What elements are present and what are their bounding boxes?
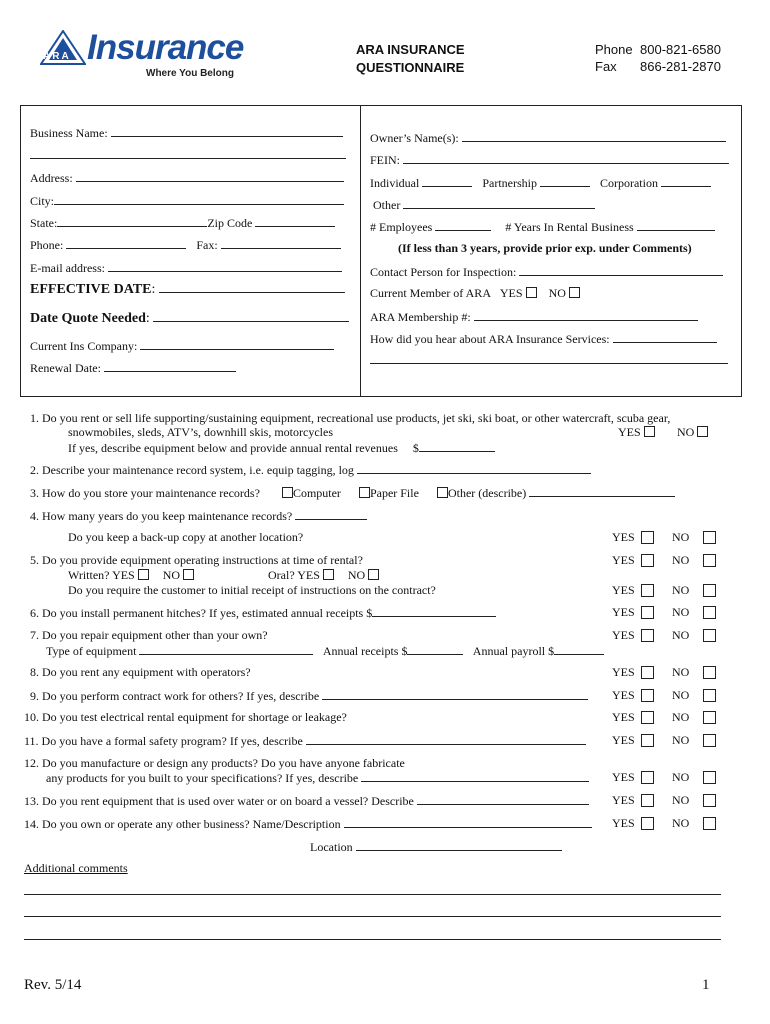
fax-label: Fax <box>595 59 617 74</box>
business-name-row <box>30 125 343 140</box>
date-quote-row <box>30 310 349 327</box>
membership-label: ARA Membership #: <box>370 310 471 324</box>
q6-row <box>30 605 496 620</box>
logo-word: Insurance <box>87 28 244 67</box>
employees-label: # Employees <box>370 220 433 234</box>
date-quote-field[interactable] <box>153 310 349 322</box>
q1-yes-checkbox[interactable] <box>644 426 655 437</box>
current-ins-field[interactable] <box>140 338 334 350</box>
q6-field[interactable] <box>372 605 496 617</box>
q4-row <box>30 508 367 523</box>
q12-yes-label: YES <box>612 770 635 784</box>
state-field[interactable] <box>57 215 207 227</box>
q11-label: 11. Do you have a formal safety program? If yes, describe <box>24 734 303 748</box>
q9-no-label: NO <box>672 688 690 702</box>
years-rental-field[interactable] <box>637 219 715 231</box>
individual-label: Individual <box>370 176 420 190</box>
ara-logo <box>40 28 244 84</box>
contact-row <box>370 264 723 279</box>
q8-no-label: NO <box>672 665 690 679</box>
q1-dollar: $ <box>412 441 419 455</box>
renewal-row <box>30 360 236 375</box>
phone-label-left: Phone: <box>30 238 64 252</box>
q1-no-checkbox[interactable] <box>697 426 708 437</box>
years-rental-label: # Years In Rental Business <box>505 220 634 234</box>
q7-payroll-field[interactable] <box>554 643 604 655</box>
q13-yes-checkbox[interactable] <box>641 794 654 807</box>
q5b-label: Do you require the customer to initial receipt of instructions on the contract? <box>68 583 436 597</box>
q2-row <box>30 462 591 477</box>
fein-field[interactable] <box>403 152 729 164</box>
q5-oral-label: Oral? <box>268 568 295 582</box>
q14-no-label: NO <box>672 816 690 830</box>
q1-no <box>677 425 708 439</box>
state-label: State: <box>30 216 58 230</box>
q5-oral-yes-checkbox[interactable] <box>323 569 334 580</box>
form-title-line1: ARA INSURANCE <box>356 42 465 57</box>
q9-row <box>30 688 588 703</box>
individual-field[interactable] <box>422 175 472 187</box>
hear-field[interactable] <box>613 331 717 343</box>
comment-line-2[interactable] <box>24 916 721 917</box>
q5b-yes-label: YES <box>612 583 635 597</box>
logo-tagline: Where You Belong <box>146 68 234 79</box>
form-title-line2: QUESTIONNAIRE <box>356 60 465 75</box>
q7-type-field[interactable] <box>139 643 313 655</box>
q11-field[interactable] <box>306 733 586 745</box>
owners-label: Owner’s Name(s): <box>370 131 459 145</box>
owners-field[interactable] <box>462 130 726 142</box>
member-yes-label: YES <box>499 286 523 300</box>
address-label: Address: <box>30 171 73 185</box>
q7-detail-row <box>46 643 604 658</box>
q5-written-yes-label: YES <box>112 568 135 582</box>
hear-label: How did you hear about ARA Insurance Services: <box>370 332 610 346</box>
q13-label: 13. Do you rent equipment that is used over water or on board a vessel? Describe <box>24 794 414 808</box>
q2-field[interactable] <box>357 462 591 474</box>
member-no-checkbox[interactable] <box>569 287 580 298</box>
q8-yes-checkbox[interactable] <box>641 666 654 679</box>
q12-row <box>46 770 589 785</box>
q7-receipts-field[interactable] <box>407 643 463 655</box>
q8-label: 8. Do you rent any equipment with operators? <box>30 665 251 679</box>
business-name-field-2[interactable] <box>30 158 346 159</box>
member-yes-checkbox[interactable] <box>526 287 537 298</box>
other-label: Other <box>373 198 401 212</box>
business-name-field[interactable] <box>111 125 343 137</box>
member-label: Current Member of ARA <box>370 286 491 300</box>
entity-type-row <box>370 175 711 190</box>
page-number: 1 <box>702 977 710 993</box>
date-quote-label: Date Quote Needed <box>30 311 146 326</box>
q4b-no-checkbox[interactable] <box>703 531 716 544</box>
effective-date-colon: : <box>151 282 156 297</box>
corporation-label: Corporation <box>599 176 658 190</box>
fax-value: 866-281-2870 <box>640 59 721 74</box>
q12-line1: 12. Do you manufacture or design any products? Do you have anyone fabricate <box>24 756 405 770</box>
q11-no-checkbox[interactable] <box>703 734 716 747</box>
phone-row <box>30 237 341 252</box>
q4-label: 4. How many years do you keep maintenance records? <box>30 509 293 523</box>
q4b-yes-label: YES <box>612 530 635 544</box>
q4b-no-label: NO <box>672 530 690 544</box>
city-label: City: <box>30 194 55 208</box>
email-field[interactable] <box>108 260 342 272</box>
q7-receipts-label: Annual receipts $ <box>322 644 408 658</box>
q12-no-label: NO <box>672 770 690 784</box>
q13-field[interactable] <box>417 793 589 805</box>
q5-written-no-checkbox[interactable] <box>183 569 194 580</box>
phone-label: Phone <box>595 42 633 57</box>
comment-line-3[interactable] <box>24 939 721 940</box>
current-ins-label: Current Ins Company: <box>30 339 138 353</box>
q11-yes-checkbox[interactable] <box>641 734 654 747</box>
q5b-no-label: NO <box>672 583 690 597</box>
q6-yes-checkbox[interactable] <box>641 606 654 619</box>
q5-written-no-label: NO <box>162 568 181 582</box>
q10-no-checkbox[interactable] <box>703 711 716 724</box>
q5-label: 5. Do you provide equipment operating instructions at time of rental? <box>30 553 363 567</box>
hear-row <box>370 331 717 346</box>
renewal-label: Renewal Date: <box>30 361 101 375</box>
q5-written-label: Written? <box>68 568 110 582</box>
q13-yes-label: YES <box>612 793 635 807</box>
zip-field[interactable] <box>255 215 335 227</box>
q12-no-checkbox[interactable] <box>703 771 716 784</box>
email-label: E-mail address: <box>30 261 105 275</box>
q14-yes-label: YES <box>612 816 635 830</box>
other-field[interactable] <box>403 197 595 209</box>
q7-payroll-label: Annual payroll $ <box>472 644 555 658</box>
employees-field[interactable] <box>435 219 491 231</box>
date-quote-colon: : <box>145 311 150 326</box>
q7-no-label: NO <box>672 628 690 642</box>
info-box-divider <box>360 105 361 396</box>
q3-row <box>30 485 675 500</box>
q13-no-checkbox[interactable] <box>703 794 716 807</box>
membership-field[interactable] <box>474 309 698 321</box>
q5-oral-no-label: NO <box>347 568 366 582</box>
q13-no-label: NO <box>672 793 690 807</box>
location-row <box>310 839 562 854</box>
q5-written-yes-checkbox[interactable] <box>138 569 149 580</box>
q5-oral-yes-label: YES <box>297 568 320 582</box>
q9-yes-checkbox[interactable] <box>641 689 654 702</box>
q10-yes-label: YES <box>612 710 635 724</box>
q10-no-label: NO <box>672 710 690 724</box>
fax-label-left: Fax: <box>196 238 218 252</box>
hear-field-2[interactable] <box>370 363 728 364</box>
q1-line1: 1. Do you rent or sell life supporting/sustaining equipment, recreational use products, jet ski, ski boat, or other watercraft, scuba gear, <box>30 411 671 425</box>
q4b-yes-checkbox[interactable] <box>641 531 654 544</box>
q3-other-label: Other (describe) <box>447 486 527 500</box>
q5b-no-checkbox[interactable] <box>703 584 716 597</box>
partnership-field[interactable] <box>540 175 590 187</box>
address-field[interactable] <box>76 170 344 182</box>
q6-no-label: NO <box>672 605 690 619</box>
additional-comments-label: Additional comments <box>24 861 128 875</box>
q8-no-checkbox[interactable] <box>703 666 716 679</box>
q12-field[interactable] <box>361 770 589 782</box>
q7-yes-checkbox[interactable] <box>641 629 654 642</box>
membership-row <box>370 309 698 324</box>
q3-computer-label: Computer <box>292 486 341 500</box>
effective-date-label: EFFECTIVE DATE <box>30 282 152 297</box>
q8-yes-label: YES <box>612 665 635 679</box>
city-row <box>30 193 344 208</box>
phone-field[interactable] <box>66 237 186 249</box>
comment-line-1[interactable] <box>24 894 721 895</box>
q10-label: 10. Do you test electrical rental equipment for shortage or leakage? <box>24 710 347 724</box>
q3-paper-label: Paper File <box>369 486 419 500</box>
q5-oral-no-checkbox[interactable] <box>368 569 379 580</box>
employees-row <box>370 219 715 234</box>
q10-yes-checkbox[interactable] <box>641 711 654 724</box>
q3-paper-checkbox[interactable] <box>359 487 370 498</box>
member-row <box>370 286 580 300</box>
zip-label: Zip Code <box>207 216 253 230</box>
corporation-field[interactable] <box>661 175 711 187</box>
q14-no-checkbox[interactable] <box>703 817 716 830</box>
q6-yes-label: YES <box>612 605 635 619</box>
address-row <box>30 170 344 185</box>
q14-label: 14. Do you own or operate any other business? Name/Description <box>24 817 341 831</box>
q9-label: 9. Do you perform contract work for others? If yes, describe <box>30 689 320 703</box>
q5-no-checkbox[interactable] <box>703 554 716 567</box>
q14-row <box>24 816 592 831</box>
q1-revenue-label: If yes, describe equipment below and provide annual rental revenues <box>68 441 398 455</box>
q2-label: 2. Describe your maintenance record system, i.e. equip tagging, log <box>30 463 354 477</box>
state-row <box>30 215 335 230</box>
effective-date-field[interactable] <box>159 281 345 293</box>
location-label: Location <box>310 840 353 854</box>
partnership-label: Partnership <box>482 176 537 190</box>
q3-other-checkbox[interactable] <box>437 487 448 498</box>
q5-oral-row <box>268 568 379 582</box>
phone-value: 800-821-6580 <box>640 42 721 57</box>
q5-yes-checkbox[interactable] <box>641 554 654 567</box>
q7-type-label: Type of equipment <box>46 644 137 658</box>
revision-label: Rev. 5/14 <box>24 977 82 993</box>
owners-row <box>370 130 726 145</box>
location-field[interactable] <box>356 839 562 851</box>
logo-mark-text: ARA <box>43 51 71 62</box>
q4b-label: Do you keep a back-up copy at another location? <box>68 530 304 544</box>
q9-yes-label: YES <box>612 688 635 702</box>
q3-computer-checkbox[interactable] <box>282 487 293 498</box>
other-row <box>373 197 595 212</box>
contact-label: Contact Person for Inspection: <box>370 265 517 279</box>
city-field[interactable] <box>54 193 344 205</box>
renewal-field[interactable] <box>104 360 236 372</box>
q1-revenue-field[interactable] <box>419 440 495 452</box>
prior-exp-note: (If less than 3 years, provide prior exp. under Comments) <box>398 241 692 255</box>
q14-field[interactable] <box>344 816 592 828</box>
q11-no-label: NO <box>672 733 690 747</box>
q7-no-checkbox[interactable] <box>703 629 716 642</box>
q5-written-row <box>68 568 194 582</box>
email-row <box>30 260 342 275</box>
q11-yes-label: YES <box>612 733 635 747</box>
q9-field[interactable] <box>322 688 588 700</box>
q6-label: 6. Do you install permanent hitches? If yes, estimated annual receipts $ <box>30 606 373 620</box>
q1-line3 <box>68 440 495 455</box>
q13-row <box>24 793 589 808</box>
member-no-label: NO <box>548 286 566 300</box>
q14-yes-checkbox[interactable] <box>641 817 654 830</box>
q11-row <box>24 733 586 748</box>
effective-date-row <box>30 281 345 298</box>
q1-yes <box>618 425 655 439</box>
q5-yes-label: YES <box>612 553 635 567</box>
q3-other-field[interactable] <box>529 485 675 497</box>
q12-label: any products for you built to your specifications? If yes, describe <box>46 771 359 785</box>
q4-field[interactable] <box>295 508 367 520</box>
contact-field[interactable] <box>519 264 723 276</box>
q9-no-checkbox[interactable] <box>703 689 716 702</box>
current-ins-row <box>30 338 334 353</box>
q12-yes-checkbox[interactable] <box>641 771 654 784</box>
fax-field[interactable] <box>221 237 341 249</box>
q1-yes-label: YES <box>618 425 641 439</box>
q7-yes-label: YES <box>612 628 635 642</box>
fein-label: FEIN: <box>370 153 400 167</box>
business-name-label: Business Name: <box>30 126 108 140</box>
q7-label: 7. Do you repair equipment other than your own? <box>30 628 268 642</box>
q5b-yes-checkbox[interactable] <box>641 584 654 597</box>
q1-line2: snowmobiles, sleds, ATV’s, downhill skis, motorcycles <box>68 425 333 439</box>
q1-no-label: NO <box>677 425 695 439</box>
q5-no-label: NO <box>672 553 690 567</box>
fein-row <box>370 152 729 167</box>
q3-label: 3. How do you store your maintenance records? <box>30 486 260 500</box>
q6-no-checkbox[interactable] <box>703 606 716 619</box>
